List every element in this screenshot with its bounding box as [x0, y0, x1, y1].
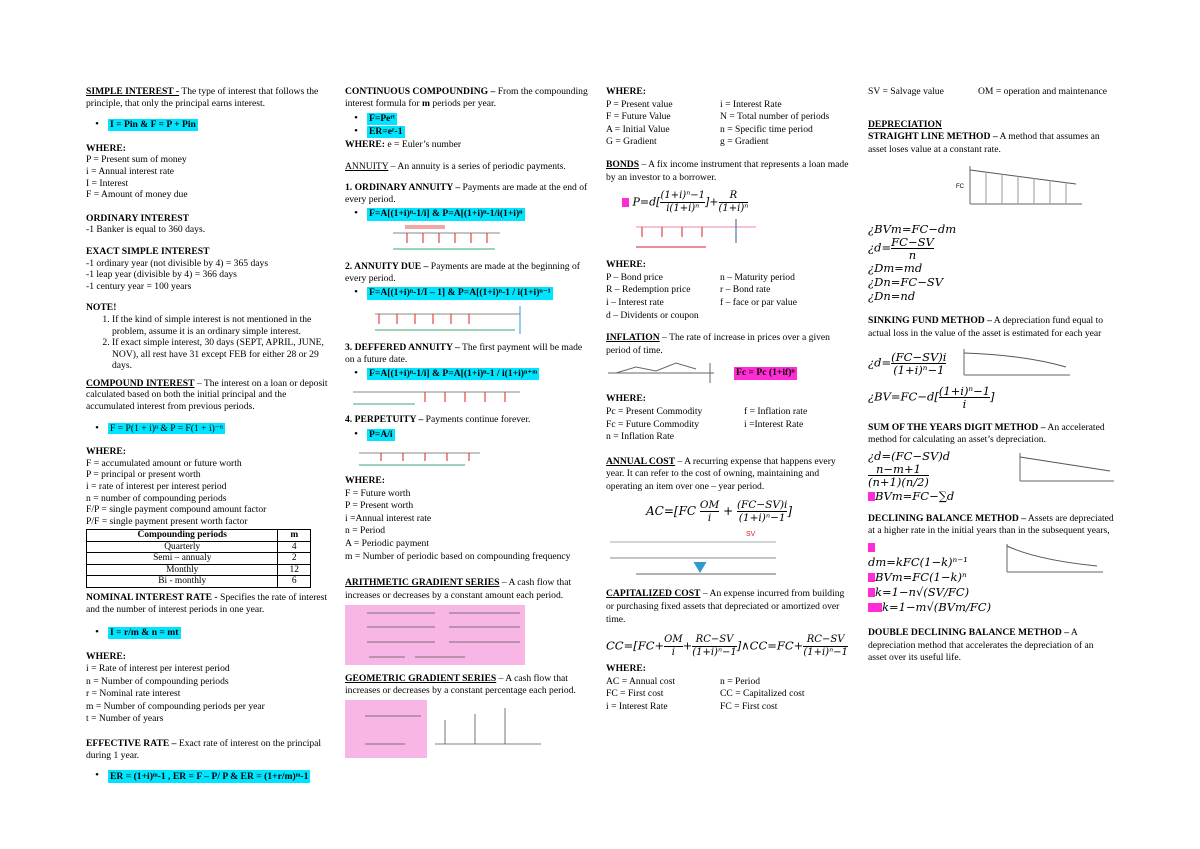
marker-icon	[868, 543, 875, 552]
ordinary-interest-block	[86, 213, 334, 236]
bullet-icon: •	[354, 111, 358, 124]
ordinary-annuity-desc: Payments are made at the end of every period.	[345, 181, 588, 206]
inflation-formula: Fc = Pc (1+if)ⁿ	[736, 367, 795, 379]
ordinary-annuity-section	[345, 182, 590, 207]
table-cell: Monthly	[87, 564, 278, 576]
where-block-2	[86, 446, 334, 527]
where-item: i = Interest Rate	[606, 701, 668, 713]
perpetuity-cashflow-diagram	[345, 443, 485, 469]
deferred-annuity-formula: F=A[(1+i)ⁿ-1/i] & P=A[(1+i)ⁿ-1 / i(1+i)ⁿ⁺ᵐ	[369, 368, 538, 380]
capitalized-cost-section	[606, 588, 852, 626]
where-item: i = Annual interest rate	[86, 165, 174, 177]
perpetuity-formula-item	[345, 429, 590, 441]
om-label: OM = operation and maintenance	[978, 86, 1108, 97]
deferred-annuity-section	[345, 342, 590, 367]
syd-diagram	[1010, 449, 1114, 489]
geometric-gradient-formula-image	[345, 700, 545, 760]
bullet-icon: •	[95, 118, 99, 131]
simple-interest-title: SIMPLE INTEREST -	[86, 86, 180, 97]
where-item: n = Inflation Rate	[606, 431, 675, 443]
where-item: i = Interest Rate	[720, 98, 782, 110]
table-row	[87, 576, 311, 588]
deferred-annuity-cashflow-diagram	[345, 382, 525, 408]
table-cell: Bi - monthly	[87, 576, 278, 588]
effective-formula-item	[86, 770, 334, 783]
cont-formula-1	[345, 113, 590, 125]
where-item: P = Present sum of money	[86, 154, 187, 166]
where-item: f – face or par value	[720, 296, 797, 308]
where-item: F/P = single payment compound amount factor	[86, 504, 267, 516]
salvage-value-label: SV = Salvage value	[868, 86, 944, 97]
bonds-title: BONDS	[606, 158, 640, 170]
annuity-due-formula-item	[345, 287, 590, 299]
marker-icon	[622, 198, 629, 207]
marker-icon	[868, 492, 875, 501]
where-label: WHERE:	[606, 86, 646, 97]
where-grid-bonds	[606, 272, 852, 322]
where-item: d – Dividents or coupon	[606, 309, 699, 321]
simple-interest-formula: I = Pin & F = P + Pin	[110, 119, 196, 131]
where-left	[606, 99, 716, 149]
where-item: A = Periodic payment	[345, 538, 430, 550]
sinking-fund-diagram	[954, 345, 1074, 383]
where-item: A = Initial Value	[606, 123, 670, 135]
exact-interest-block	[86, 246, 334, 292]
bonds-cashflow-diagram	[606, 217, 766, 253]
where-item: CC = Capitalized cost	[720, 688, 805, 700]
geometric-gradient-section	[345, 673, 590, 698]
where-item: n = Period	[720, 675, 761, 687]
cont-formula-text: ER=eʳ-1	[369, 125, 403, 137]
bullet-icon: •	[95, 421, 99, 434]
where-item: P/F = single payment present worth factor	[86, 515, 248, 527]
table-header: Compounding periods	[87, 530, 278, 542]
where-item: AC = Annual cost	[606, 675, 676, 687]
where-item: m = Number of compounding periods per year	[86, 700, 265, 712]
abbrev-row	[868, 86, 1114, 99]
compound-formula: F = P(1 + i)ⁿ & P = F(1 + i)⁻ⁿ	[110, 422, 223, 434]
where-label: WHERE:	[86, 446, 126, 458]
where-label: WHERE:	[86, 650, 126, 662]
continuous-title: CONTINUOUS COMPOUNDING –	[345, 86, 496, 97]
sinking-fund-title: SINKING FUND METHOD –	[868, 315, 992, 327]
where-item: F = Future worth	[345, 487, 411, 499]
continuous-compounding-section	[345, 86, 590, 111]
where-item: I = Interest	[86, 177, 129, 189]
column-3	[606, 86, 852, 714]
effective-formula: ER = (1+i)ᵐ-1 , ER = F – P/ P & ER = (1+r/m)ᵐ-1	[110, 770, 309, 782]
where-item: P = Present worth	[345, 500, 414, 512]
table-header-row	[87, 530, 311, 542]
where-right	[720, 99, 850, 149]
straight-line-desc: A method that assumes an asset loses value at a constant rate.	[868, 131, 1100, 155]
exact-line: -1 ordinary year (not divisible by 4) = 365 days	[86, 257, 269, 269]
table-cell: 6	[278, 576, 311, 588]
where-right	[720, 676, 850, 714]
perpetuity-title: 4. PERPETUITY –	[345, 414, 424, 426]
where-item: n = Period	[345, 525, 386, 537]
table-cell: 4	[278, 541, 311, 553]
effective-rate-desc: Exact rate of interest on the principal during 1 year.	[86, 737, 322, 761]
compounding-periods-table	[86, 529, 311, 588]
effective-rate-title: EFFECTIVE RATE –	[86, 737, 177, 749]
where-label: WHERE:	[86, 142, 126, 154]
where-item: G = Gradient	[606, 136, 657, 148]
where-block-1	[86, 143, 334, 201]
where-item: i – Interest rate	[606, 296, 664, 308]
where-item: Fc = Future Commodity	[606, 418, 700, 430]
ordinary-interest-title: ORDINARY INTEREST	[86, 212, 189, 224]
annuity-due-formula: F=A[(1+i)ⁿ-1/I – 1] & P=A[(1+i)ⁿ-1 / i(1+i)ⁿ⁻¹	[369, 287, 551, 299]
where-item: P = Present value	[606, 98, 673, 110]
where-item: FC = First cost	[720, 701, 778, 713]
annual-cost-cashflow-diagram	[606, 528, 786, 582]
table-cell: Semi – annualy	[87, 553, 278, 565]
table-row	[87, 553, 311, 565]
annuity-due-title: 2. ANNUITY DUE –	[345, 260, 429, 272]
bullet-icon: •	[354, 286, 358, 299]
bullet-icon: •	[95, 625, 99, 638]
syd-formula: ¿d=(FC−SV)d $\frac{n-m+1}{(n+1)(n/2)}$	[868, 449, 951, 490]
geometric-gradient-desc: – A cash flow that increases or decreases by a constant percentage each period.	[345, 672, 576, 697]
where-item: n – Maturity period	[720, 271, 795, 283]
syd-desc: An accelerated method for calculating an asset’s depreciation.	[868, 421, 1105, 446]
capitalized-cost-title: CAPITALIZED COST	[606, 588, 701, 600]
annual-cost-formula: AC=[FC $\frac{OM}{i}$ + $\frac{(FC-SV)i}{\text{(1+i)ⁿ−1}}$ ]	[646, 499, 793, 525]
where-item: FC = First cost	[606, 688, 664, 700]
where-item: i =Annual interest rate	[345, 512, 432, 524]
fc-axis-label: FC	[956, 184, 964, 191]
ordinary-annuity-title: 1. ORDINARY ANNUITY –	[345, 181, 461, 193]
where-label: WHERE:	[606, 259, 646, 271]
compound-interest-section	[86, 378, 334, 413]
table-cell: 12	[278, 564, 311, 576]
exact-line: -1 leap year (divisible by 4) = 366 days	[86, 269, 237, 281]
where-item: f = Inflation rate	[744, 405, 808, 417]
perpetuity-formula: P=A/i	[369, 428, 393, 440]
straight-line-section	[868, 131, 1114, 156]
where-item: n = Number of compounding periods	[86, 675, 229, 687]
where-item: F = accumulated amount or future worth	[86, 457, 242, 469]
annual-cost-section	[606, 456, 852, 494]
table-row	[87, 541, 311, 553]
syd-bv-formula: BVm=FC−∑d	[868, 489, 1114, 503]
where-label: WHERE:	[345, 139, 385, 151]
where-left	[606, 676, 716, 714]
syd-section	[868, 422, 1114, 447]
double-declining-title: DOUBLE DECLINING BALANCE METHOD –	[868, 626, 1069, 638]
nominal-rate-section	[86, 592, 334, 617]
note-title: NOTE!	[86, 302, 117, 314]
marker-icon	[868, 603, 875, 612]
bullet-icon: •	[354, 427, 358, 440]
nominal-formula: I = r/m & n = mt	[110, 626, 179, 638]
sinking-fund-bv-formula: ¿BV=FC−d[ $\frac{\text{(1+i)ⁿ−1}}{i}$ ]	[868, 383, 995, 411]
column-2	[345, 86, 590, 766]
bullet-icon: •	[95, 768, 99, 781]
where-block-col2	[345, 475, 590, 563]
where-right	[720, 272, 850, 322]
syd-title: SUM OF THE YEARS DIGIT METHOD –	[868, 421, 1046, 433]
where-grid-gradient	[606, 99, 852, 149]
sinking-fund-formula: ¿d= $\frac{(FC-SV)i}{\text{(1+i)ⁿ−1}}$	[868, 350, 947, 378]
annuity-section	[345, 161, 590, 173]
continuous-m: m	[422, 98, 430, 110]
where-item: m = Number of periodic based on compounding frequency	[345, 550, 571, 562]
where-item: i = rate of interest per interest period	[86, 481, 227, 493]
note-list	[86, 314, 334, 372]
simple-interest-formula-item	[86, 119, 334, 131]
arithmetic-gradient-desc: – A cash flow that increases or decreases by a constant amount each period.	[345, 577, 572, 601]
arithmetic-gradient-title: ARITHMETIC GRADIENT SERIES	[345, 577, 500, 589]
syd-row	[868, 449, 1114, 489]
column-1	[86, 86, 334, 786]
declining-balance-row	[868, 540, 1114, 615]
exact-line: -1 century year = 100 years	[86, 280, 192, 292]
straight-line-formulas: ¿BVm=FC−dm ¿d= $\frac{FC-SV}{n}$ ¿Dm=md ¿Dn=FC−SV ¿Dn=nd	[868, 222, 957, 304]
table-cell: Quarterly	[87, 541, 278, 553]
deferred-annuity-desc: The first payment will be made on a future date.	[345, 341, 583, 365]
table-cell: 2	[278, 553, 311, 565]
ordinary-annuity-cashflow-diagram	[345, 223, 505, 255]
annuity-title: ANNUITY	[345, 161, 389, 173]
sinking-fund-section	[868, 315, 1114, 340]
continuous-desc: From the compounding interest formula for	[345, 86, 588, 110]
compound-interest-desc: – The interest on a loan or deposit calculated based on both the initial principal and the accumulated interest from previous periods.	[86, 377, 328, 413]
where-item: i =Interest Rate	[744, 418, 804, 430]
annuity-due-section	[345, 261, 590, 286]
exact-interest-title: EXACT SIMPLE INTEREST	[86, 245, 210, 257]
where-item: r – Bond rate	[720, 284, 771, 296]
continuous-desc-end: periods per year.	[430, 98, 497, 110]
annuity-due-cashflow-diagram	[345, 302, 525, 336]
cont-where	[345, 139, 590, 151]
marker-icon	[868, 573, 875, 582]
declining-balance-title: DECLINING BALANCE METHOD –	[868, 512, 1027, 524]
ordinary-annuity-formula: F=A[(1+i)ⁿ-1/i] & P=A[(1+i)ⁿ-1/i(1+i)ⁿ	[369, 208, 523, 220]
double-declining-desc: A depreciation method that accelerates the depreciation of an asset over its useful life.	[868, 626, 1094, 664]
compound-formula-item	[86, 423, 334, 435]
where-label: WHERE:	[606, 663, 646, 675]
annual-cost-title: ANNUAL COST	[606, 455, 676, 467]
cont-formula-2	[345, 126, 590, 138]
sinking-fund-desc: A depreciation fund equal to actual loss in the value of the asset is estimated for each year	[868, 315, 1104, 339]
where-grid-inflation	[606, 406, 852, 444]
geometric-gradient-title: GEOMETRIC GRADIENT SERIES	[345, 672, 497, 684]
nominal-formula-item	[86, 627, 334, 639]
declining-balance-section	[868, 513, 1114, 538]
inflation-section	[606, 332, 852, 357]
where-item: F = Amount of money due	[86, 189, 188, 201]
bonds-section	[606, 159, 852, 184]
inflation-desc: – The rate of increase in prices over a given period of time.	[606, 332, 830, 356]
bond-price-formula: P=d[ $\frac{\text{(1+i)ⁿ−1}}{\text{i(1+i)ⁿ}}$ ]+ $\frac{R}{\text{(1+i)ⁿ}}$	[622, 190, 852, 215]
inflation-title: INFLATION	[606, 332, 660, 344]
simple-interest-desc: The type of interest that follows the principle, that only the principal earns interest.	[86, 86, 319, 109]
bonds-desc: – A fix income instrument that represents a loan made by an investor to a borrower.	[606, 158, 849, 183]
straight-line-depreciation-diagram	[956, 158, 1086, 216]
where-item: P – Bond price	[606, 271, 663, 283]
where-item: n = number of compounding periods	[86, 492, 227, 504]
where-item: i = Rate of interest per interest period	[86, 663, 230, 674]
where-right	[744, 406, 854, 444]
annuity-due-desc: Payments are made at the beginning of every period.	[345, 260, 580, 284]
note-item: 1. If the kind of simple interest is not mentioned in the problem, assume it is an ordinary simple interest.	[112, 314, 334, 337]
compound-interest-title: COMPOUND INTEREST	[86, 377, 195, 389]
table-header: m	[278, 530, 311, 542]
where-item: e = Euler’s number	[384, 139, 462, 151]
annuity-desc: – An annuity is a series of periodic payments.	[388, 161, 566, 173]
nominal-rate-desc: Specifies the rate of interest and the number of interest periods in one year.	[86, 591, 328, 616]
ordinary-annuity-formula-item	[345, 208, 590, 220]
bullet-icon: •	[354, 207, 358, 220]
cont-formula-text: F=Peʳᵗ	[369, 112, 395, 124]
double-declining-section	[868, 627, 1114, 665]
declining-balance-formulas: dm=kFC(1−k)ⁿ⁻¹ BVm=FC(1−k)ⁿ k=1−n√(SV/FC) k=1−m√(BVm/FC)	[868, 540, 991, 615]
declining-balance-diagram	[997, 540, 1107, 580]
where-item: n = Specific time period	[720, 123, 813, 135]
where-left	[606, 406, 740, 444]
arithmetic-gradient-formula-image	[345, 605, 525, 665]
sinking-fund-row	[868, 345, 1114, 383]
where-item: N = Total number of periods	[720, 111, 830, 123]
table-row	[87, 564, 311, 576]
bullet-icon: •	[354, 367, 358, 380]
marker-icon	[875, 603, 882, 612]
sv-label: SV	[746, 531, 756, 539]
where-label: WHERE:	[606, 393, 646, 405]
capitalized-cost-formula: CC=[FC+ $\frac{OM}{i}$ + $\frac{RC-SV}{\text{(1+i)ⁿ−1}}$ ]∧CC=FC+ $\frac{RC-SV}{\text{(1+i)ⁿ−1}}$	[606, 634, 848, 659]
simple-interest-section	[86, 86, 334, 109]
deferred-annuity-title: 3. DEFFERED ANNUITY –	[345, 341, 460, 353]
bullet-icon: •	[354, 124, 358, 137]
where-block-3	[86, 651, 334, 726]
where-item: r = Nominal rate interest	[86, 688, 181, 699]
inflation-row	[606, 359, 852, 387]
where-item: P = principal or present worth	[86, 469, 201, 481]
marker-icon	[868, 588, 875, 597]
where-item: Pc = Present Commodity	[606, 405, 703, 417]
inflation-cashflow-diagram	[606, 359, 718, 387]
note-block	[86, 302, 334, 372]
nominal-rate-title: NOMINAL INTEREST RATE -	[86, 591, 218, 603]
straight-line-title: STRAIGHT LINE METHOD –	[868, 131, 998, 143]
deferred-annuity-formula-item	[345, 368, 590, 380]
capitalized-cost-desc: – An expense incurred from building or purchasing fixed assets that depreciated or amortized over time.	[606, 588, 845, 625]
where-item: g = Gradient	[720, 136, 769, 148]
where-left	[606, 272, 716, 322]
where-grid-cost	[606, 676, 852, 714]
declining-balance-desc: Assets are depreciated at a higher rate in the initial years than in the subsequent years,	[868, 512, 1114, 537]
arithmetic-gradient-section	[345, 577, 590, 602]
perpetuity-section	[345, 414, 590, 426]
where-item: R – Redemption price	[606, 284, 691, 296]
depreciation-title: DEPRECIATION	[868, 118, 942, 130]
where-item: F = Future Value	[606, 111, 671, 123]
column-4	[868, 86, 1114, 672]
annual-cost-desc: – A recurring expense that happens every year. It can refer to the cost of owning, maintaining and operating an item over one – year period.	[606, 455, 836, 492]
where-item: t = Number of years	[86, 713, 164, 724]
where-label: WHERE:	[345, 475, 385, 487]
ordinary-interest-line: -1 Banker is equal to 360 days.	[86, 224, 206, 236]
perpetuity-desc: Payments continue forever.	[423, 414, 531, 426]
effective-rate-section	[86, 738, 334, 763]
note-item: 2. If exact simple interest, 30 days (SEPT, APRIL, JUNE, NOV), all rest have 31 except FEB for either 28 or 29 days.	[112, 337, 334, 372]
